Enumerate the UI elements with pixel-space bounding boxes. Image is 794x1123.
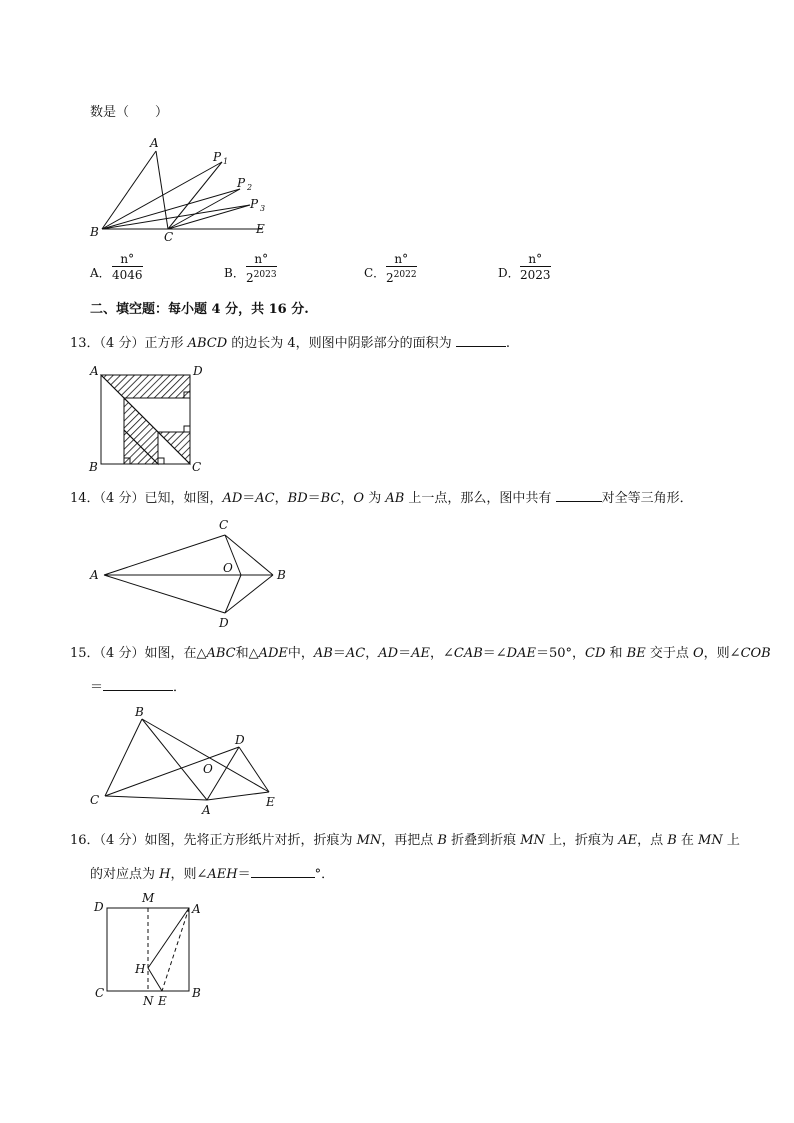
q15-label-D: D — [235, 733, 245, 747]
q12-option-d-num: n° — [520, 252, 551, 267]
q16-label-H: H — [135, 962, 146, 976]
q16-label-E: E — [158, 994, 167, 1008]
q15-text-line1: 15．（4 分）如图，在△ABC和△ADE中，AB＝AC，AD＝AE，∠CAB＝∠DAE＝50°，CD 和 BE 交于点 O，则∠COB — [70, 646, 771, 661]
q12-label-P3: P — [250, 197, 259, 211]
q12-label-P3-sub: 3 — [260, 204, 266, 213]
q13-label-C: C — [192, 460, 202, 474]
q12-option-c-den: 2 — [386, 271, 394, 285]
q13-label-D: D — [193, 364, 203, 378]
q12-option-c-num: n° — [386, 252, 417, 267]
q16-label-A: A — [192, 902, 201, 916]
q16-label-M: M — [142, 891, 155, 905]
q14-label-D: D — [219, 616, 229, 630]
q12-label-A: A — [150, 136, 159, 150]
q14-label-B: B — [277, 568, 286, 582]
q14-label-O: O — [223, 561, 233, 575]
q16-label-B: B — [192, 986, 201, 1000]
q15-label-B: B — [135, 705, 144, 719]
q13-text: 13．（4 分）正方形 ABCD 的边长为 4，则图中阴影部分的面积为 . — [70, 333, 510, 353]
q15-label-E: E — [266, 795, 275, 809]
q12-label-P2-sub: 2 — [247, 183, 253, 192]
q12-option-a-den: 4046 — [112, 268, 143, 282]
q12-stem-tail: 数是（ ） — [90, 105, 169, 120]
q15-text-line2: ＝ ． — [90, 677, 186, 697]
q12-label-E: E — [256, 222, 265, 236]
q12-option-b-num: n° — [246, 252, 277, 267]
q12-label-C: C — [164, 230, 174, 244]
q15-label-A: A — [202, 803, 211, 817]
q12-option-a-num: n° — [112, 252, 143, 267]
q12-option-d-label: D． — [498, 266, 520, 280]
q12-option-d-den: 2023 — [520, 268, 551, 282]
q12-label-P1: P — [213, 150, 222, 164]
q12-option-a-label: A． — [90, 266, 111, 280]
q12-option-b-exp: 2023 — [253, 270, 277, 280]
q16-label-N: N — [143, 994, 154, 1008]
q14-text: 14．（4 分）已知，如图，AD＝AC，BD＝BC，O 为 AB 上一点，那么，图中共有 对全等三角形． — [70, 488, 693, 508]
q12-label-P2: P — [237, 176, 246, 190]
q12-label-B: B — [90, 225, 99, 239]
q12-option-b-label: B． — [224, 266, 245, 280]
q13-label-B: B — [89, 460, 98, 474]
q14-label-C: C — [219, 518, 229, 532]
q12-option-c-exp: 2022 — [393, 270, 417, 280]
q12-option-c-label: C． — [364, 266, 386, 280]
q14-label-A: A — [90, 568, 99, 582]
q12-option-b-den: 2 — [246, 271, 254, 285]
q16-label-C: C — [95, 986, 105, 1000]
section-heading: 二、填空题：每小题 4 分，共 16 分. — [90, 302, 309, 317]
q16-text-line1: 16．（4 分）如图，先将正方形纸片对折，折痕为 MN，再把点 B 折叠到折痕 MN 上，折痕为 AE，点 B 在 MN 上 — [70, 833, 740, 848]
q15-label-O: O — [203, 762, 213, 776]
q13-label-A: A — [90, 364, 99, 378]
q16-text-line2: 的对应点为 H，则∠AEH＝ °． — [90, 864, 334, 884]
q15-label-C: C — [90, 793, 100, 807]
q16-label-D: D — [94, 900, 104, 914]
q12-label-P1-sub: 1 — [223, 157, 229, 166]
